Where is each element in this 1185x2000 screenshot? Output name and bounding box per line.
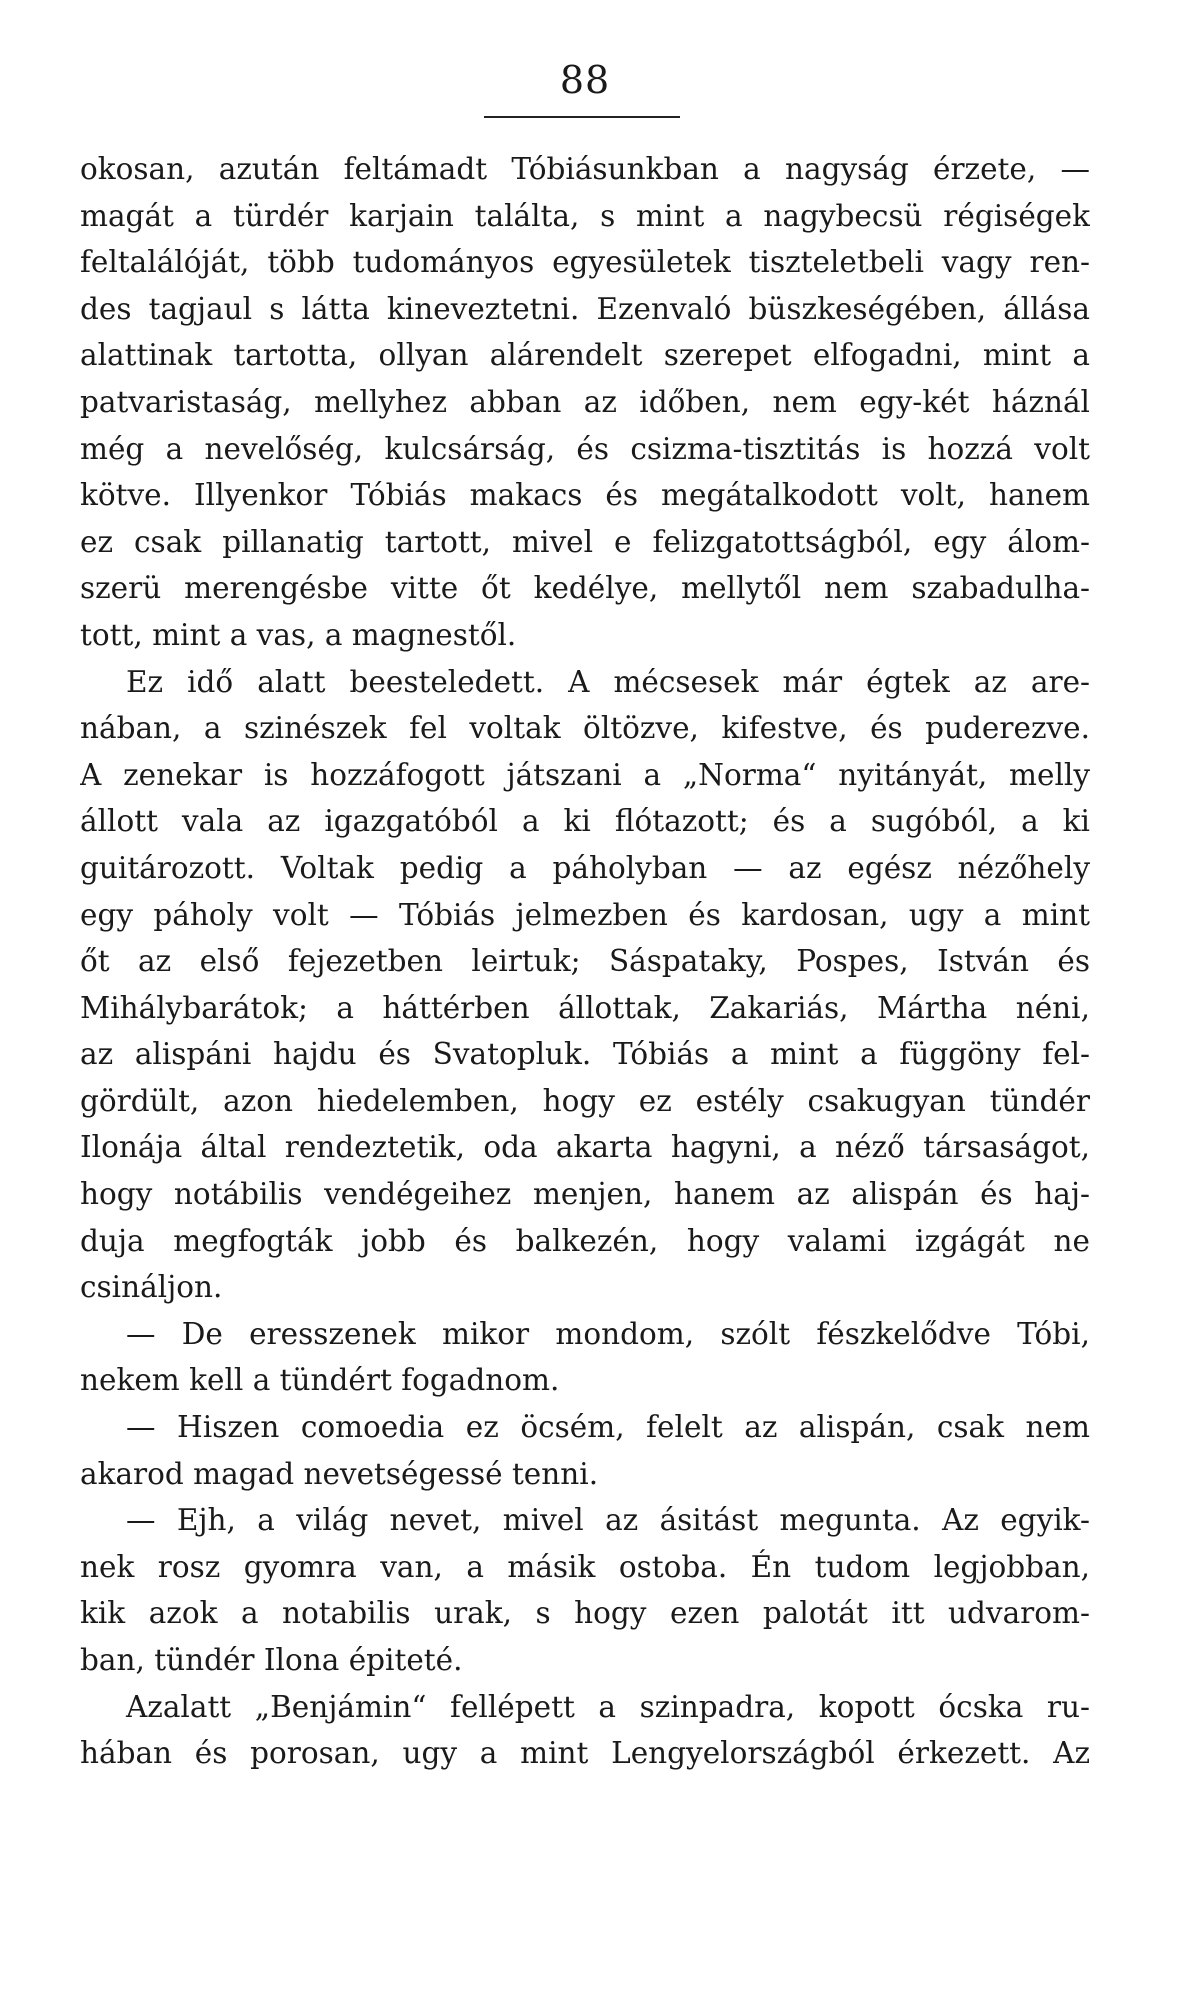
- text-line: alattinak tartotta, ollyan alárendelt szerepet elfogadni, mint a: [80, 338, 1090, 373]
- text-line: egy páholy volt — Tóbiás jelmezben és kardosan, ugy a mint: [80, 897, 1090, 932]
- text-line: Mihálybarátok; a háttérben állottak, Zakariás, Mártha néni,: [80, 990, 1090, 1025]
- text-line: magát a türdér karjain találta, s mint a nagybecsü régiségek: [80, 198, 1090, 233]
- text-line: patvaristaság, mellyhez abban az időben, nem egy-két háznál: [80, 384, 1090, 419]
- header-rule: [484, 116, 680, 118]
- text-line: állott vala az igazgatóból a ki flótazott; és a sugóból, a ki: [80, 804, 1090, 839]
- text-line: szerü merengésbe vitte őt kedélye, mellytől nem szabadulha-: [80, 571, 1090, 606]
- book-page: [80, 0, 1090, 2000]
- text-line: kik azok a notabilis urak, s hogy ezen palotát itt udvarom-: [80, 1596, 1090, 1631]
- text-line: őt az első fejezetben leirtuk; Sáspataky, Pospes, István és: [80, 944, 1090, 979]
- text-line: okosan, azután feltámadt Tóbiásunkban a nagyság érzete, —: [80, 152, 1090, 186]
- page-number: 88: [559, 58, 611, 102]
- text-line: — De eresszenek mikor mondom, szólt fészkelődve Tóbi,: [126, 1316, 1090, 1351]
- text-line: csináljon.: [80, 1270, 223, 1305]
- text-line: kötve. Illyenkor Tóbiás makacs és megátalkodott volt, hanem: [80, 478, 1090, 513]
- text-line: gördült, azon hiedelemben, hogy ez estély csakugyan tündér: [80, 1083, 1090, 1118]
- text-line: ban, tündér Ilona épiteté.: [80, 1643, 463, 1677]
- text-line: tott, mint a vas, a magnestől.: [80, 617, 517, 652]
- text-line: duja megfogták jobb és balkezén, hogy valami izgágát ne: [80, 1223, 1090, 1258]
- text-line: Ez idő alatt beesteledett. A mécsesek már égtek az are-: [126, 664, 1090, 699]
- text-line: akarod magad nevetségessé tenni.: [80, 1456, 599, 1491]
- text-line: Azalatt „Benjámin“ fellépett a szinpadra, kopott ócska ru-: [126, 1689, 1090, 1724]
- text-line: hában és porosan, ugy a mint Lengyelországból érkezett. Az: [80, 1736, 1090, 1771]
- text-line: Ilonája által rendeztetik, oda akarta hagyni, a néző társaságot,: [80, 1130, 1090, 1165]
- text-line: feltalálóját, több tudományos egyesületek tiszteletbeli vagy ren-: [80, 245, 1090, 280]
- text-line: az alispáni hajdu és Svatopluk. Tóbiás a mint a függöny fel-: [80, 1037, 1090, 1072]
- body-text: [80, 146, 1090, 1777]
- text-line: hogy notábilis vendégeihez menjen, hanem az alispán és haj-: [80, 1177, 1090, 1212]
- text-line: még a nevelőség, kulcsárság, és csizma-tisztitás is hozzá volt: [80, 431, 1090, 466]
- text-line: — Hiszen comoedia ez öcsém, felelt az alispán, csak nem: [126, 1410, 1090, 1445]
- text-line: nekem kell a tündért fogadnom.: [80, 1363, 560, 1398]
- text-line: guitározott. Voltak pedig a páholyban — az egész nézőhely: [80, 850, 1090, 885]
- text-line: nában, a szinészek fel voltak öltözve, kifestve, és puderezve.: [80, 711, 1090, 746]
- text-line: des tagjaul s látta kineveztetni. Ezenvaló büszkeségében, állása: [80, 291, 1090, 326]
- text-line: nek rosz gyomra van, a másik ostoba. Én tudom legjobban,: [80, 1549, 1090, 1584]
- text-line: — Ejh, a világ nevet, mivel az ásitást megunta. Az egyik-: [126, 1503, 1090, 1538]
- text-line: ez csak pillanatig tartott, mivel e felizgatottságból, egy álom-: [80, 524, 1090, 559]
- text-line: A zenekar is hozzáfogott játszani a „Norma“ nyitányát, melly: [80, 757, 1090, 792]
